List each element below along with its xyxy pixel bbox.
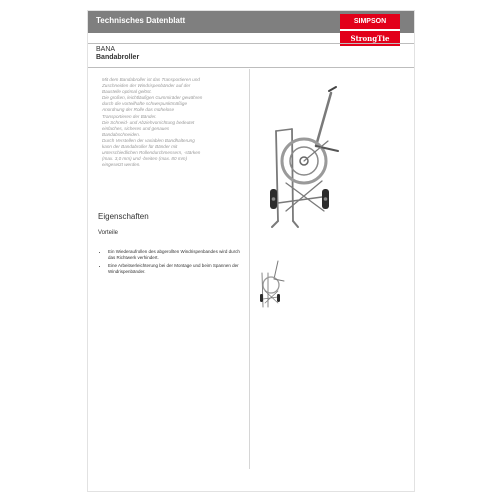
intro-line: kann der Bandabroller für Bänder mit [102, 144, 178, 150]
intro-line: Anordnung der Rolle das mühelose [102, 107, 175, 113]
intro-line: Transportieren der Bänder. [102, 113, 157, 119]
logo-bottom-word: StrongTie [340, 31, 400, 46]
intro-text [102, 77, 242, 168]
intro-line: Die großen, leichtläufigen Gummiräder gewähren [102, 95, 203, 101]
column-divider [249, 69, 250, 469]
product-name: Bandabroller [96, 54, 140, 61]
intro-line: Die Schneid- und Abziehvorrichtung bedeutet [102, 119, 195, 125]
intro-line: durch die vorteilhafte schwerpunktmäßige [102, 101, 188, 107]
header-rule [88, 43, 414, 44]
intro-line: Durch Verstellen der variablen Bandhalterung [102, 137, 195, 143]
intro-line: eingesetzt werden. [102, 162, 141, 168]
document-type-title: Technisches Datenblatt [96, 16, 186, 25]
intro-line: einfaches, sicheres und genaues [102, 125, 170, 131]
intro-line: Bandabschneiden. [102, 131, 141, 137]
product-code: BANA [96, 46, 116, 53]
advantage-item: • Eine Arbeitserleichterung bei der Montage und beim Spannen der Windrispenbänder. [108, 263, 248, 275]
product-heading [96, 46, 139, 61]
intro-line: Baustelle optimal gelöst. [102, 89, 152, 95]
advantages-heading: Vorteile [98, 230, 119, 236]
properties-heading: Eigenschaften [98, 212, 149, 221]
bandabroller-photo [256, 71, 356, 241]
bandabroller-thumbnail [256, 251, 286, 315]
intro-line: (max. 3,0 mm) und -breiten (max. 80 mm) [102, 156, 188, 162]
datasheet-page [87, 10, 415, 492]
simpson-strongtie-logo [340, 14, 400, 46]
logo-top-word: SIMPSON [340, 14, 400, 29]
advantage-item: • Ein Wiederaufrollen des abgerollten Windrispenbandes wird durch das Richtwerk verhindert. [108, 249, 248, 261]
product-rule [88, 67, 414, 68]
intro-line: unterschiedlichen Rollendurchmessern, -stärken [102, 150, 201, 156]
intro-line: Zuschneiden der Windrispenbänder auf der [102, 83, 191, 89]
intro-line: Mit dem Bandabroller ist das Transportieren und [102, 77, 200, 82]
advantages-list [100, 249, 248, 277]
